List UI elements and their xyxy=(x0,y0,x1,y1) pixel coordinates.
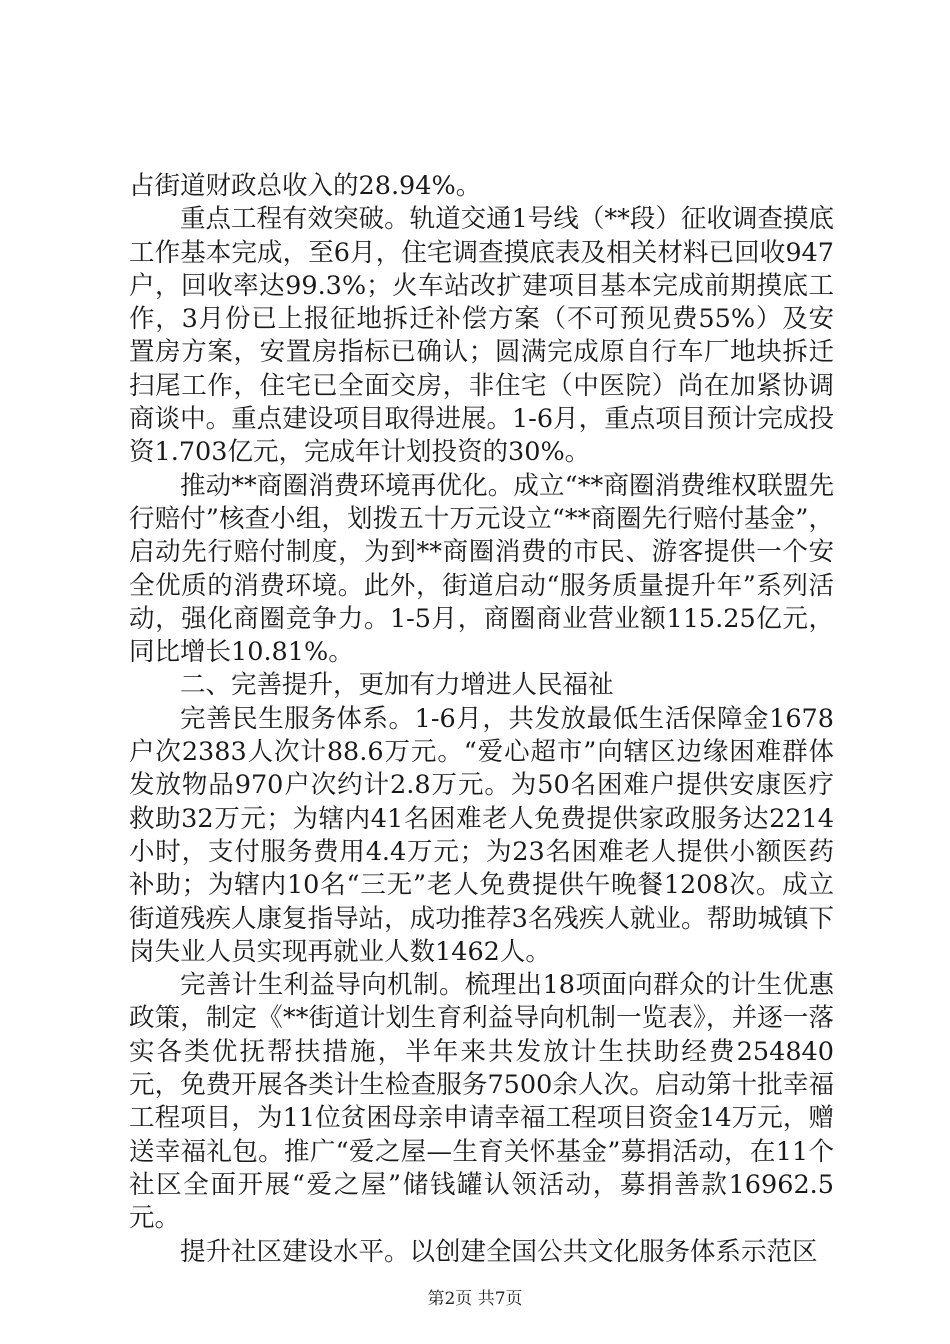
paragraph-livelihood-services: 完善民生服务体系。1-6月，共发放最低生活保障金1678户次2383人次计88.6万元。“爱心超市”向辖区边缘困难群体发放物品970户次约计2.8万元。为50名困难户提供安康医疗救助32万元；为辖内41名困难老人免费提供家政服务达2214小时，支付服务费用4.4万元；为23名困难老人提供小额医药补助；为辖内10名“三无”老人免费提供午晚餐1208次。成立街道残疾人康复指导站，成功推荐3名残疾人就业。帮助城镇下岗失业人员实现再就业人数1462人。 xyxy=(129,703,834,967)
paragraph-continuation: 占街道财政总收入的28.94%。 xyxy=(129,171,482,201)
paragraph-business-district: 推动**商圈消费环境再优化。成立“**商圈消费维权联盟先行赔付”核查小组，划拨五十万元设立“**商圈先行赔付基金”，启动先行赔付制度，为到**商圈消费的市民、游客提供一个安全优质的消费环境。此外，街道启动“服务质量提升年”系列活动，强化商圈竞争力。1-5月，商圈商业营业额115.25亿元，同比增长10.81%。 xyxy=(129,470,834,668)
paragraph-family-planning: 完善计生利益导向机制。梳理出18项面向群众的计生优惠政策，制定《**街道计划生育利益导向机制一览表》，并逐一落实各类优抚帮扶措施，半年来共发放计生扶助经费254840元，免费开展各类计生检查服务7500余人次。启动第十批幸福工程项目，为11位贫困母亲申请幸福工程项目资金14万元，赠送幸福礼包。推广“爱之屋—生育关怀基金”募捐活动，在11个社区全面开展“爱之屋”储钱罐认领活动，募捐善款16962.5元。 xyxy=(129,970,834,1234)
paragraph-key-projects: 重点工程有效突破。轨道交通1号线（**段）征收调查摸底工作基本完成，至6月，住宅调查摸底表及相关材料已回收947户，回收率达99.3%；火车站改扩建项目基本完成前期摸底工作，3月份已上报征地拆迁补偿方案（不可预见费55%）及安置房方案，安置房指标已确认；圆满完成原自行车厂地块拆迁扫尾工作，住宅已全面交房，非住宅（中医院）尚在加紧协调商谈中。重点建设项目取得进展。1-6月，重点项目预计完成投资1.703亿元，完成年计划投资的30%。 xyxy=(129,204,834,468)
section-heading-2: 二、完善提升，更加有力增进人民福祉 xyxy=(180,670,614,701)
paragraph-community-building: 提升社区建设水平。以创建全国公共文化服务体系示范区 xyxy=(180,1236,818,1267)
page-number-footer: 第2页 共7页 xyxy=(427,1289,523,1309)
document-body xyxy=(129,170,834,1269)
